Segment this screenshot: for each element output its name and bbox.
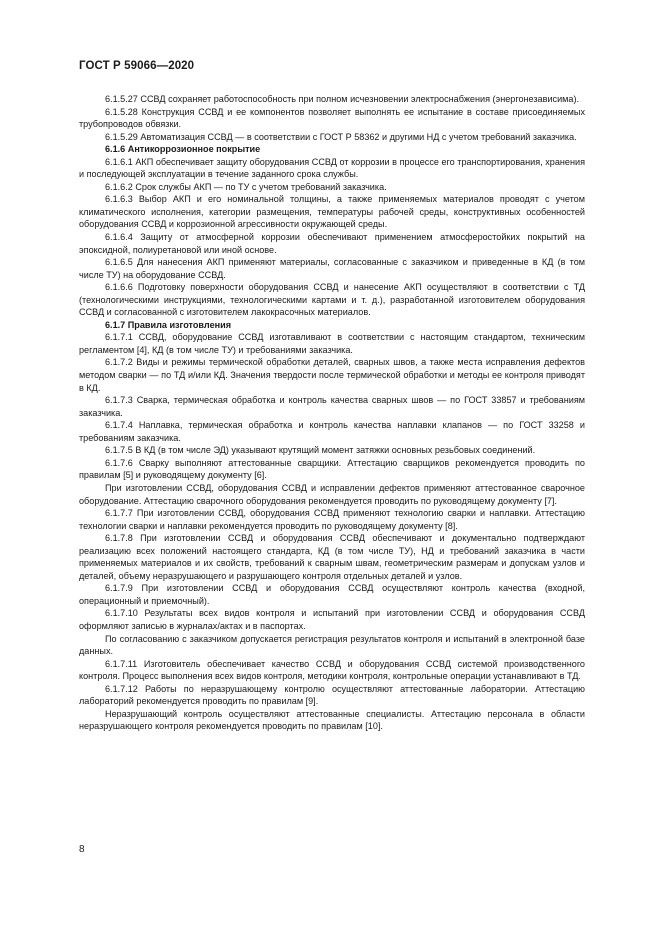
page-number: 8: [79, 844, 85, 855]
paragraph: 6.1.6.6 Подготовку поверхности оборудования ССВД и нанесение АКП осуществляют в соответствии с ТД (технологическими инструкциями, технологическими картами и т. д.), разработанной изготовителем оборудования ССВД и согласованной с изготовителем лакокрасочных материалов.: [79, 282, 585, 318]
paragraph: 6.1.7.9 При изготовлении ССВД и оборудования ССВД осуществляют контроль качества (входной, операционный и приемочный).: [79, 583, 585, 606]
paragraph: 6.1.7.10 Результаты всех видов контроля и испытаний при изготовлении ССВД и оборудования ССВД оформляют записью в журналах/актах и в паспортах.: [79, 608, 585, 631]
paragraph: По согласованию с заказчиком допускается регистрация результатов контроля и испытаний в электронной базе данных.: [79, 633, 585, 657]
paragraph: 6.1.7.8 При изготовлении ССВД и оборудования ССВД обеспечивают и документально подтверждают реализацию всех положений настоящего стандарта, КД (в том числе ТУ), НД и требований заказчика в части применяемых материалов и их свойств, требований к сварным швам, геометрическим размерам и допускам узлов и деталей, объему неразрушающего и разрушающего контроля отдельных деталей и узлов.: [79, 533, 585, 581]
document-code: ГОСТ Р 59066—2020: [79, 60, 195, 72]
section-heading: 6.1.7 Правила изготовления: [105, 319, 232, 330]
paragraph: 6.1.7.11 Изготовитель обеспечивает качество ССВД и оборудования ССВД системой производственного контроля. Процесс выполнения всех видов контроля, методики контроля, контрольные операции устанавливают в ТД.: [79, 658, 585, 682]
paragraph: 6.1.5.29 Автоматизация ССВД — в соответствии с ГОСТ Р 58362 и другими НД с учетом требований заказчика.: [105, 131, 577, 142]
paragraph: При изготовлении ССВД, оборудования ССВД и исправлении дефектов применяют аттестованное сварочное оборудование. Аттестацию сварочного оборудования рекомендуется проводить по руководящему документу [7].: [79, 482, 585, 506]
paragraph: 6.1.5.27 ССВД сохраняет работоспособность при полном исчезновении электроснабжения (энергонезависима).: [105, 94, 580, 104]
paragraph: 6.1.7.1 ССВД, оборудование ССВД изготавливают в соответствии с настоящим стандартом, техническим регламентом [4], КД (в том числе ТУ) и требованиями заказчика.: [79, 332, 585, 355]
paragraph: 6.1.6.5 Для нанесения АКП применяют материалы, согласованные с заказчиком и приведенные в КД (в том числе ТУ) на оборудование ССВД.: [79, 257, 585, 280]
paragraph: 6.1.7.6 Сварку выполняют аттестованные сварщики. Аттестацию сварщиков рекомендуется проводить по правилам [5] и руководящему документу [6].: [79, 457, 585, 481]
paragraph: 6.1.7.12 Работы по неразрушающему контролю осуществляют аттестованные лаборатории. Аттестацию лабораторий рекомендуется проводить по правилам [9].: [79, 683, 585, 707]
section-heading: 6.1.6 Антикоррозионное покрытие: [105, 144, 261, 155]
paragraph: 6.1.6.3 Выбор АКП и его номинальной толщины, а также применяемых материалов проводят с учетом климатического исполнения, категории размещения, температуры рабочей среды, конструктивных особенностей оборудования ССВД и коррозионной агрессивности окружающей среды.: [79, 194, 585, 230]
paragraph: 6.1.6.2 Срок службы АКП — по ТУ с учетом требований заказчика.: [105, 181, 387, 192]
paragraph: 6.1.7.7 При изготовлении ССВД, оборудования ССВД применяют технологию сварки и наплавки. Аттестацию технологии сварки и наплавки рекомендуется проводить по руководящему документу [8].: [79, 508, 585, 531]
paragraph: 6.1.5.28 Конструкция ССВД и ее компонентов позволяет выполнять ее испытание в составе присоединяемых трубопроводов обвязки.: [79, 106, 585, 130]
paragraph: 6.1.6.4 Защиту от атмосферной коррозии обеспечивают применением атмосферостойких покрытий на эпоксидной, полиуретановой или иной основе.: [79, 232, 585, 255]
paragraph: 6.1.7.2 Виды и режимы термической обработки деталей, сварных швов, а также места исправления дефектов методом сварки — по ТД и/или КД. Значения твердости после термической обработки и методы ее контроля приводят в КД.: [79, 357, 585, 393]
paragraph: 6.1.7.5 В КД (в том числе ЭД) указывают крутящий момент затяжки основных резьбовых соединений.: [105, 445, 536, 456]
paragraph: 6.1.7.4 Наплавка, термическая обработка и контроль качества наплавки клапанов — по ГОСТ 33258 и требованиям заказчика.: [79, 420, 585, 443]
paragraph: 6.1.6.1 АКП обеспечивает защиту оборудования ССВД от коррозии в процессе его транспортирования, хранения и последующей эксплуатации в течение заданного срока службы.: [79, 156, 585, 180]
paragraph: 6.1.7.3 Сварка, термическая обработка и контроль качества сварных швов — по ГОСТ 33857 и требованиям заказчика.: [79, 395, 585, 418]
document-body: [79, 93, 585, 733]
paragraph: Неразрушающий контроль осуществляют аттестованные специалисты. Аттестацию персонала в области неразрушающего контроля рекомендуется проводить по правилам [10].: [79, 708, 585, 732]
